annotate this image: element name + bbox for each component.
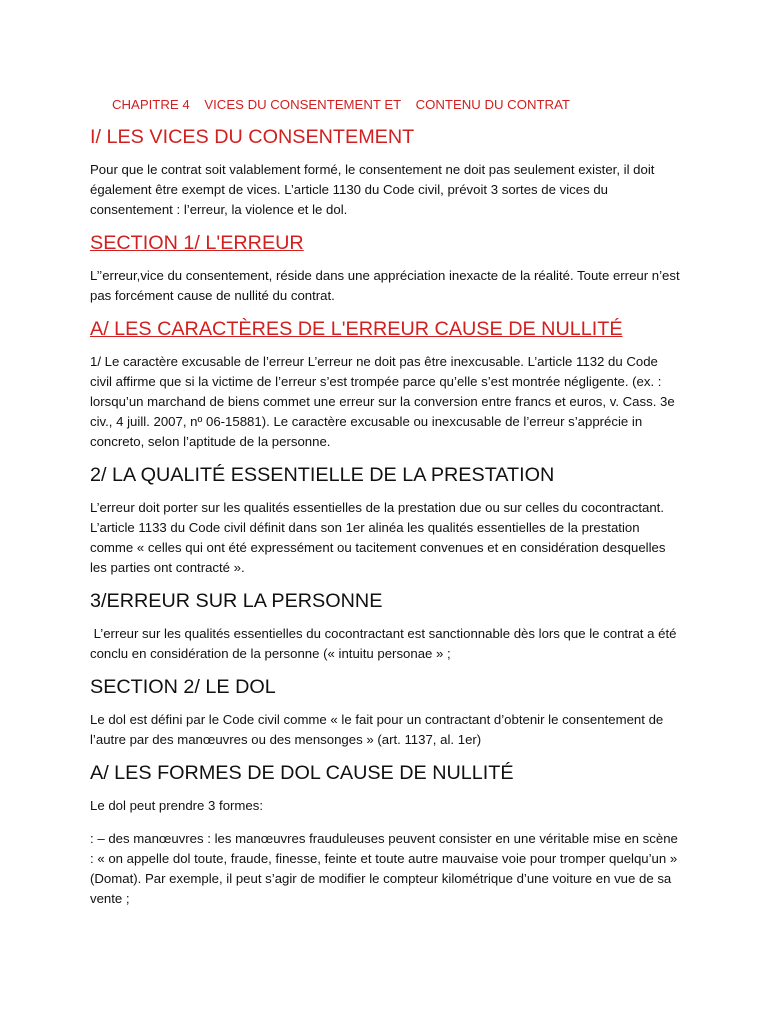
- paragraph: Le dol peut prendre 3 formes:: [90, 798, 264, 813]
- paragraph: 1/ Le caractère excusable de l’erreur L’erreur ne doit pas être inexcusable. L’article 1132 du Code civil affirme que si la victime de l’erreur s’est trompée parce qu’elle s’est montrée négligente. (ex. : lorsqu’un marchand de biens commet une erreur sur la conversion entre francs et euros, v. Cass. 3e civ., 4 juill. 2007, nº 06-15881). Le caractère excusable ou inexcusable de l’erreur s’apprécie in concreto, selon l’aptitude de la personne.: [90, 354, 675, 449]
- paragraph: : – des manœuvres : les manœuvres frauduleuses peuvent consister en une véritable mise en scène : « on appelle dol toute, fraude, finesse, feinte et toute autre mauvaise voie pour tromper quelqu’un » (Domat). Par exemple, il peut s’agir de modifier le compteur kilométrique d’une voiture en vue de sa vente ;: [90, 831, 678, 906]
- heading-vices-consentement: I/ LES VICES DU CONSENTEMENT: [90, 126, 415, 148]
- heading-section-erreur: SECTION 1/ L'ERREUR: [90, 232, 304, 254]
- paragraph: Le dol est défini par le Code civil comme « le fait pour un contractant d’obtenir le consentement de l’autre par des manœuvres ou des mensonges » (art. 1137, al. 1er): [90, 712, 664, 747]
- paragraph: L’’erreur,vice du consentement, réside dans une appréciation inexacte de la réalité. Toute erreur n’est pas forcément cause de nullité du contrat.: [90, 268, 680, 303]
- heading-formes-dol: A/ LES FORMES DE DOL CAUSE DE NULLITÉ: [90, 762, 514, 784]
- heading-erreur-personne: 3/ERREUR SUR LA PERSONNE: [90, 590, 383, 612]
- heading-qualite-essentielle: 2/ LA QUALITÉ ESSENTIELLE DE LA PRESTATION: [90, 464, 555, 486]
- paragraph: Pour que le contrat soit valablement formé, le consentement ne doit pas seulement exister, il doit également être exempt de vices. L’article 1130 du Code civil, prévoit 3 sortes de vices du consentement : l’erreur, la violence et le dol.: [90, 162, 655, 217]
- heading-section-dol: SECTION 2/ LE DOL: [90, 676, 276, 698]
- paragraph: L’erreur doit porter sur les qualités essentielles de la prestation due ou sur celles du cocontractant. L’article 1133 du Code civil définit dans son 1er alinéa les qualités essentielles de la prestation comme « celles qui ont été expressément ou tacitement convenues et en considération desquelles les parties ont contracté ».: [90, 500, 666, 575]
- heading-caracteres-erreur: A/ LES CARACTÈRES DE L'ERREUR CAUSE DE NULLITÉ: [90, 318, 623, 340]
- chapter-title: CHAPITRE 4 VICES DU CONSENTEMENT ET CONTENU DU CONTRAT: [112, 97, 570, 112]
- paragraph: L’erreur sur les qualités essentielles du cocontractant est sanctionnable dès lors que le contrat a été conclu en considération de la personne (« intuitu personae » ;: [90, 626, 681, 661]
